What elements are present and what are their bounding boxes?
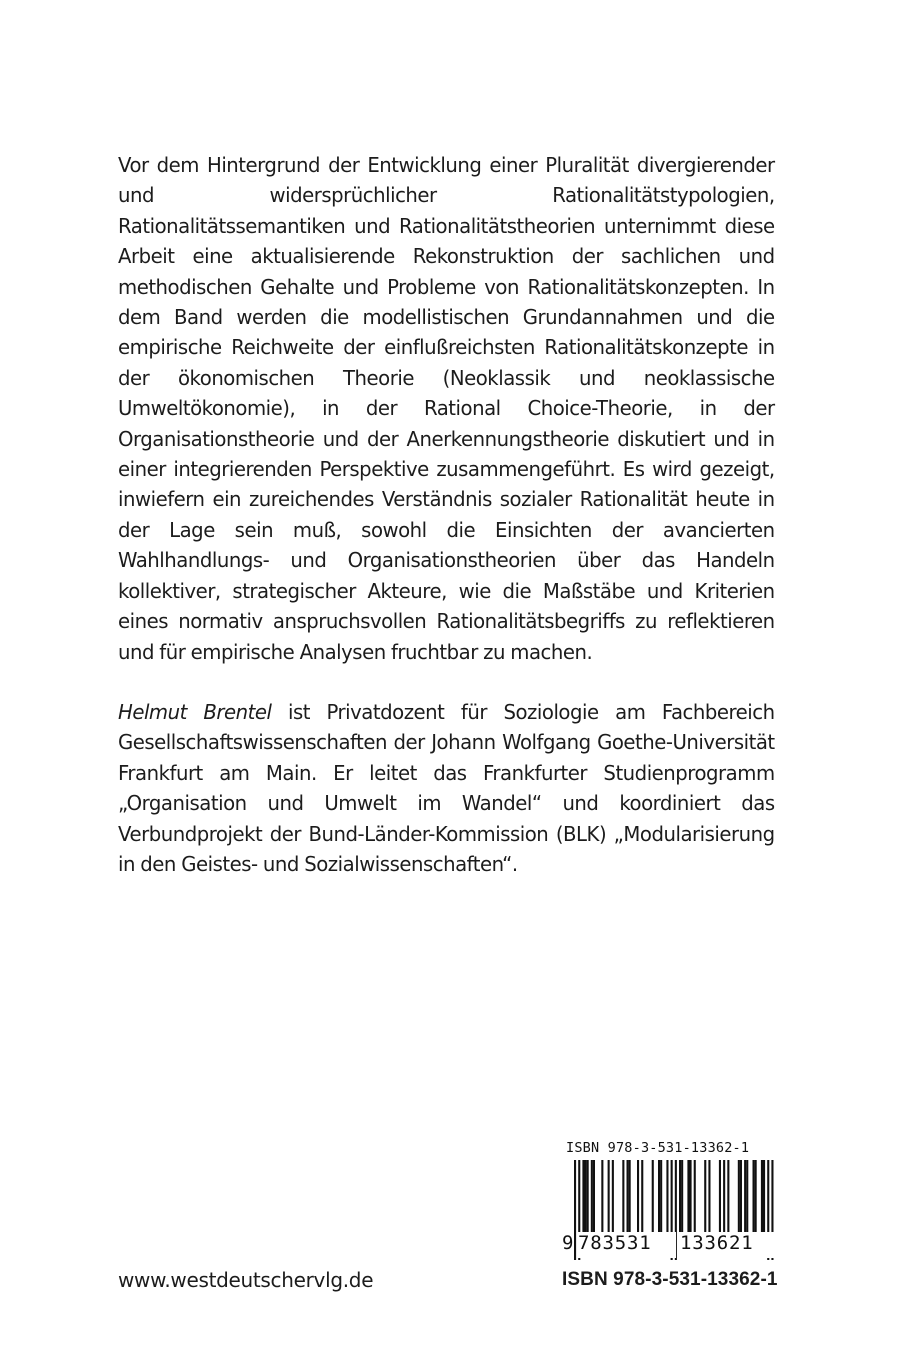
barcode-bar bbox=[622, 1160, 624, 1232]
author-paragraph bbox=[118, 697, 775, 879]
barcode-bar bbox=[627, 1160, 629, 1232]
barcode-bar bbox=[761, 1160, 763, 1232]
barcode-bar bbox=[708, 1160, 710, 1232]
barcode-bar bbox=[608, 1160, 610, 1232]
barcode-bar bbox=[585, 1160, 587, 1232]
description-paragraph: Vor dem Hintergrund der Entwicklung einer Pluralität divergierender und widersprüchlicher Rationalitätstypologien, Rationalitätssemantiken und Rationalitätstheorien unternimmt diese Arbeit eine aktualisierende Rekonstruktion der sachlichen und methodischen Gehalte und Probleme von Rationalitätskonzepten. In dem Band werden die modellistischen Grundannahmen und die empirische Reichweite der einflußreichsten Rationalitätskonzepte in der ökonomischen Theorie (Neoklassik und neoklassische Umweltökonomie), in der Rational Choice-Theorie, in der Organisationstheorie und der Anerkennungstheorie diskutiert und in einer integrierenden Perspektive zusammengeführt. Es wird gezeigt, inwiefern ein zureichendes Verständnis sozialer Rationalität heute in der Lage sein muß, sowohl die Einsichten der avancierten Wahlhandlungs- und Organisationstheorien über das Handeln kollektiver, strategischer Akteure, wie die Maßstäbe und Kriterien eines normativ anspruchsvollen Rationalitätsbegriffs zu reflektieren und für empirische Analysen fruchtbar zu machen. bbox=[118, 153, 775, 664]
barcode-bar bbox=[574, 1160, 576, 1260]
barcode bbox=[562, 1140, 798, 1264]
author-bio: ist Privatdozent für Soziologie am Fachbereich Gesellschaftswissenschaften der Johann Wolfgang Goethe-Universität Frankfurt am Main. Er leitet das Frankfurter Studienprogramm „Organisation und Umwelt im Wandel“ und koordiniert das Verbundprojekt der Bund-Länder-Kommission (BLK) „Modularisierung in den Geistes- und Sozialwissenschaften“. bbox=[118, 699, 775, 876]
barcode-bar bbox=[582, 1160, 584, 1232]
barcode-bar bbox=[629, 1160, 631, 1232]
barcode-bar bbox=[641, 1160, 643, 1232]
barcode-bar bbox=[763, 1160, 765, 1232]
barcode-bar bbox=[658, 1160, 660, 1232]
blurb-text bbox=[118, 150, 775, 879]
barcode-bar bbox=[612, 1160, 614, 1232]
barcode-bar bbox=[723, 1160, 725, 1232]
barcode-bar bbox=[744, 1160, 746, 1232]
barcode-bar bbox=[666, 1160, 668, 1232]
barcode-bar bbox=[591, 1160, 593, 1232]
barcode-bar bbox=[679, 1160, 681, 1232]
barcode-isbn-label: ISBN 978-3-531-13362-1 bbox=[566, 1140, 750, 1156]
publisher-url: www.westdeutschervlg.de bbox=[118, 1268, 374, 1292]
barcode-bar bbox=[753, 1160, 755, 1232]
author-name: Helmut Brentel bbox=[118, 699, 272, 724]
barcode-bar bbox=[593, 1160, 595, 1232]
barcode-digits-right: 133621 bbox=[680, 1232, 778, 1258]
barcode-bar bbox=[694, 1160, 696, 1232]
barcode-bar bbox=[681, 1160, 683, 1232]
barcode-bar bbox=[690, 1160, 692, 1232]
barcode-bar bbox=[660, 1160, 662, 1232]
barcode-bar bbox=[727, 1160, 729, 1232]
barcode-bar bbox=[637, 1160, 639, 1232]
barcode-bar bbox=[755, 1160, 757, 1232]
barcode-bar bbox=[704, 1160, 706, 1232]
barcode-bar bbox=[601, 1160, 603, 1232]
barcode-digit-first: 9 bbox=[562, 1232, 574, 1254]
barcode-digits-left: 783531 bbox=[578, 1232, 676, 1258]
barcode-bar bbox=[746, 1160, 748, 1232]
isbn-text: ISBN 978-3-531-13362-1 bbox=[562, 1269, 778, 1290]
barcode-bar bbox=[652, 1160, 654, 1232]
barcode-bar bbox=[687, 1160, 689, 1232]
barcode-bar bbox=[738, 1160, 740, 1232]
barcode-bar bbox=[587, 1160, 589, 1232]
barcode-bar bbox=[719, 1160, 721, 1232]
barcode-bar bbox=[740, 1160, 742, 1232]
